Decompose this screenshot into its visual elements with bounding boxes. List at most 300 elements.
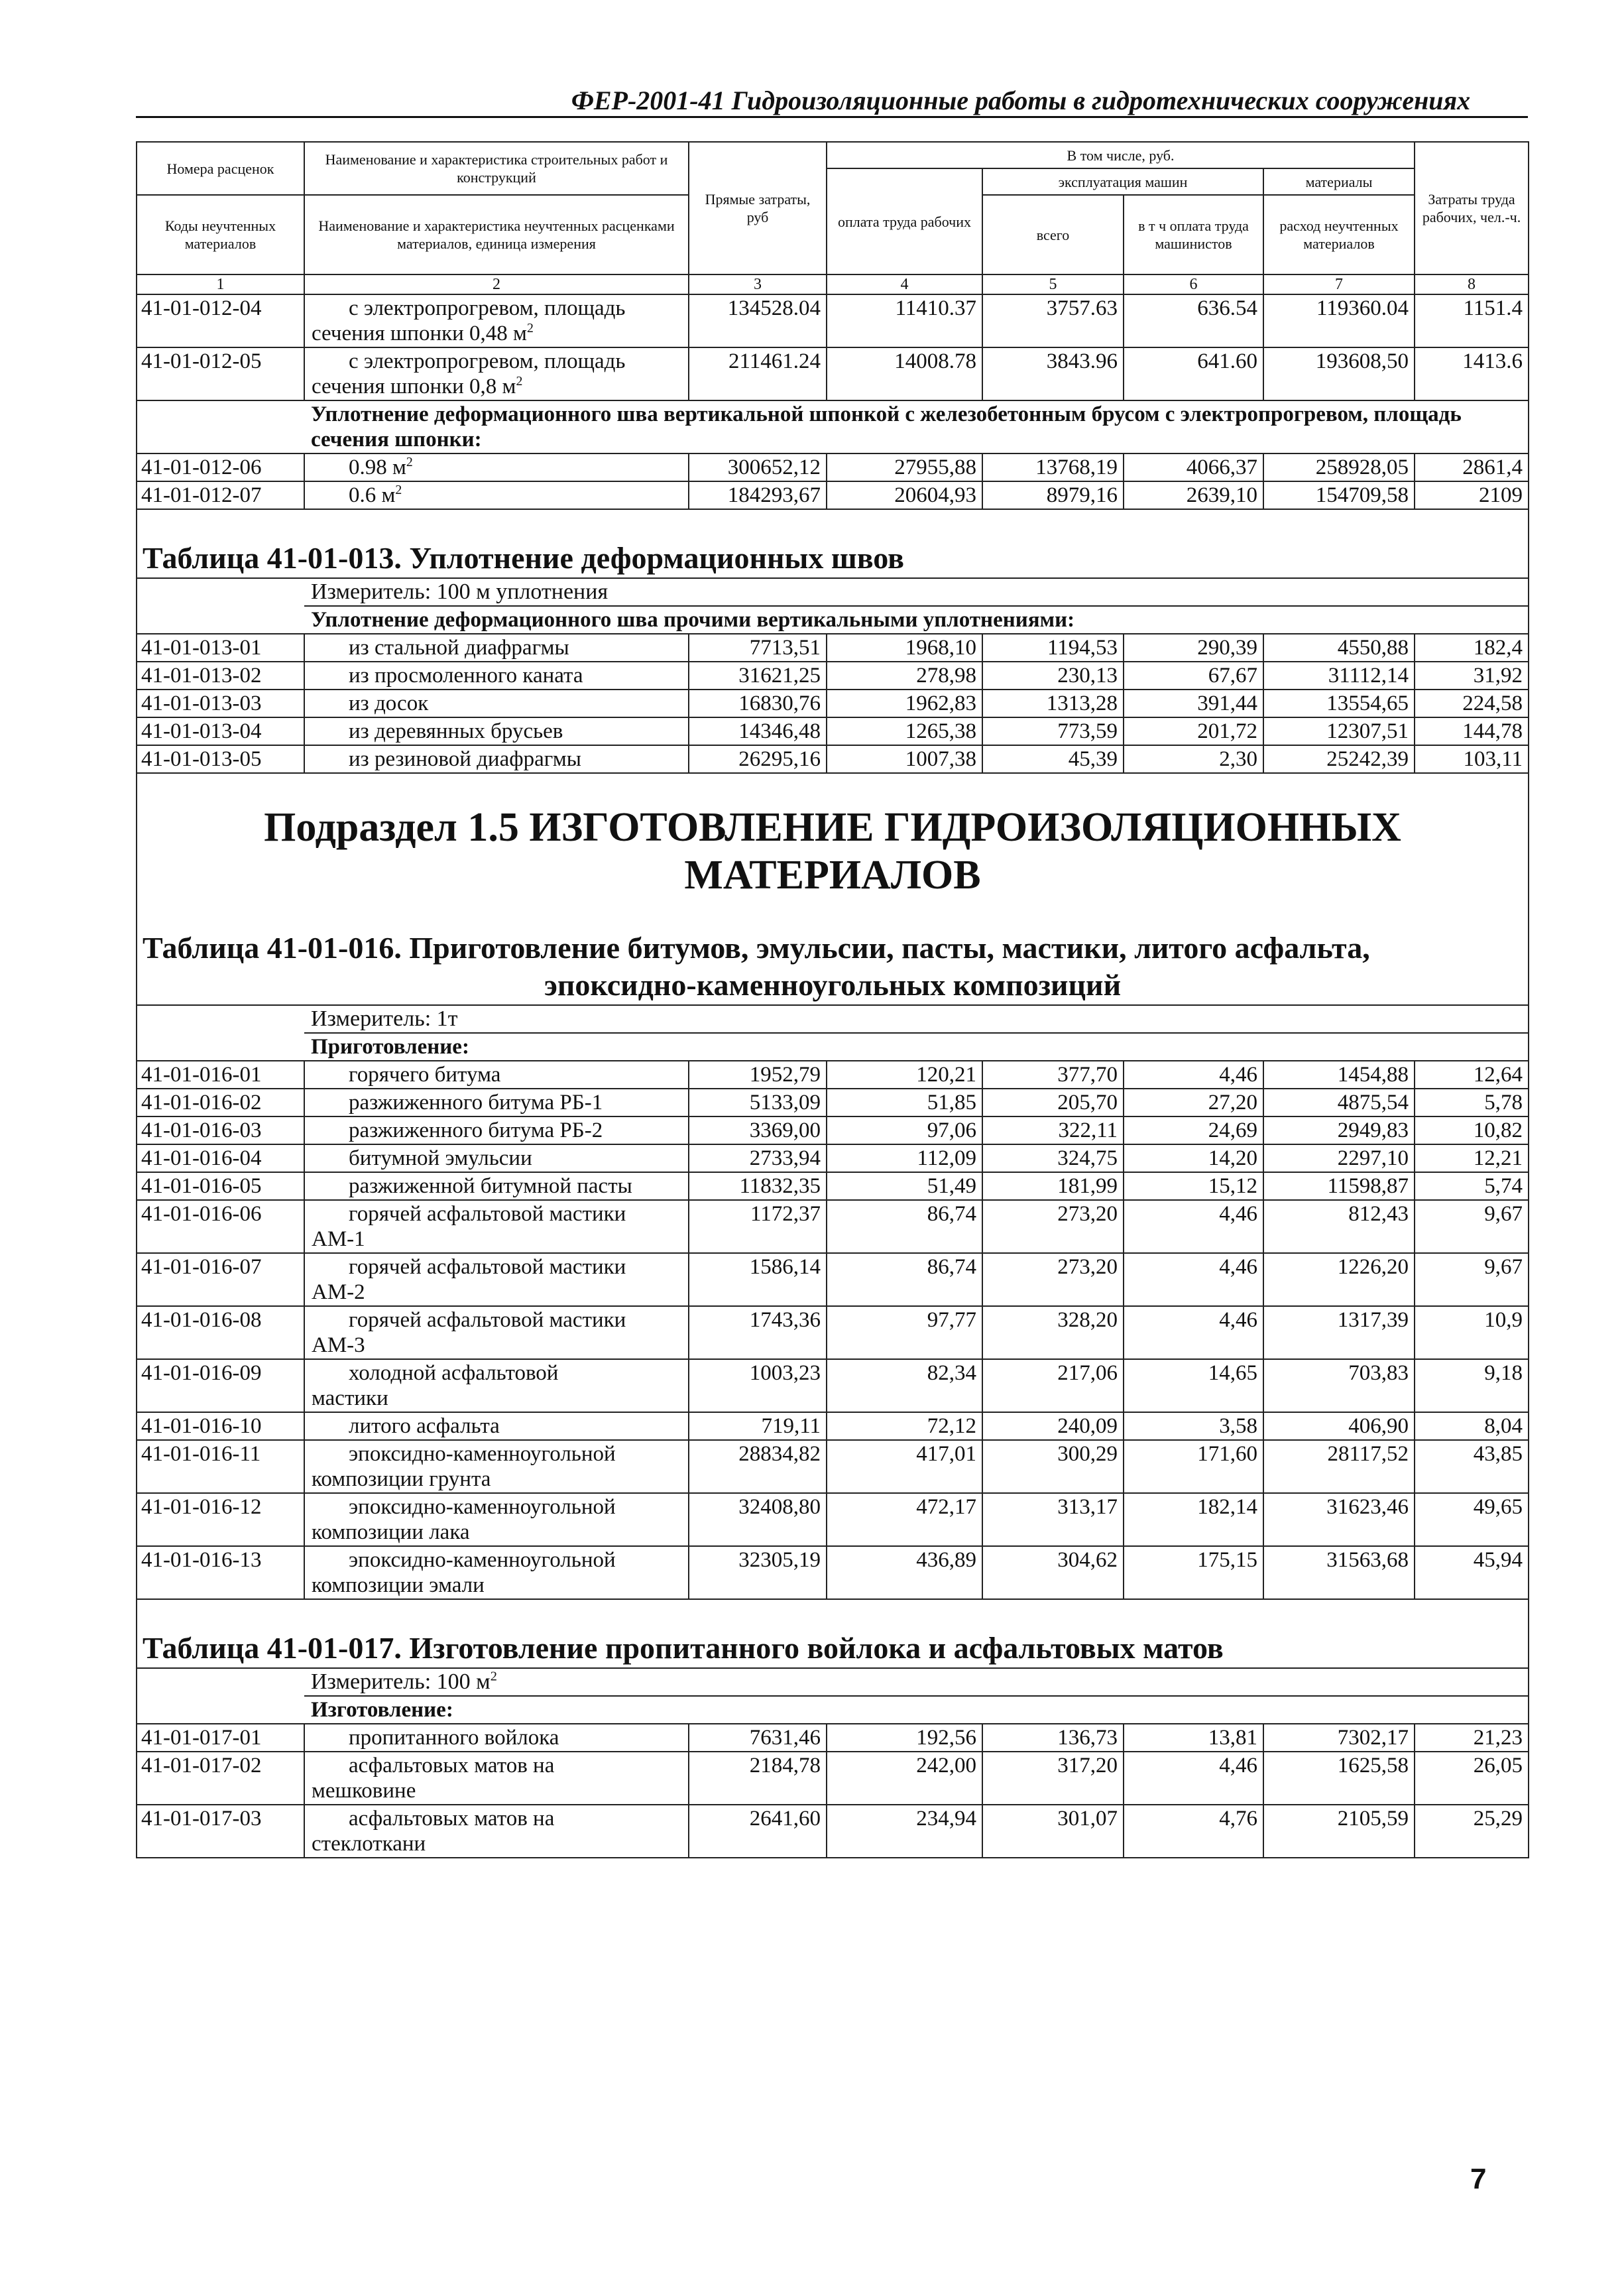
- measure-016-text: Измеритель: 1т: [311, 1006, 458, 1031]
- direct-cost-cell: 1586,14: [689, 1253, 827, 1306]
- header-rule: [136, 116, 1528, 118]
- rate-code-cell: 41-01-012-06: [137, 453, 304, 481]
- table-row: [137, 634, 1529, 662]
- machines-total-cell: 317,20: [982, 1752, 1124, 1805]
- col-materials-header: материалы: [1263, 168, 1415, 195]
- table-016-title-row: [137, 929, 1529, 1005]
- direct-cost-cell: 2733,94: [689, 1144, 827, 1172]
- col-material-code-header: Коды неучтенных материалов: [137, 195, 304, 274]
- work-name-line: битумной эмульсии: [349, 1146, 532, 1170]
- machines-total-cell: 8979,16: [982, 481, 1124, 509]
- table-row: [137, 1805, 1529, 1858]
- materials-cell: 31563,68: [1263, 1546, 1415, 1599]
- work-name-continuation: АМ-1: [312, 1227, 365, 1251]
- machinists-pay-cell: 391,44: [1124, 690, 1263, 717]
- col-labor-pay-header: оплата труда рабочих: [827, 168, 982, 274]
- subheading-016-row: [137, 1033, 1529, 1061]
- machines-total-cell: 136,73: [982, 1724, 1124, 1752]
- machines-total-cell: 181,99: [982, 1172, 1124, 1200]
- blank-cell: [137, 1005, 304, 1033]
- measure-016-row: [137, 1005, 1529, 1033]
- direct-cost-cell: 3369,00: [689, 1116, 827, 1144]
- unit-superscript: 2: [395, 483, 402, 497]
- direct-cost-cell: 1952,79: [689, 1061, 827, 1089]
- materials-cell: 193608,50: [1263, 347, 1415, 400]
- work-name-cell: [304, 634, 689, 662]
- work-name-line: из резиновой диафрагмы: [349, 747, 581, 771]
- subheading-017-row: [137, 1696, 1529, 1724]
- labor-pay-cell: 1962,83: [827, 690, 982, 717]
- labor-hours-cell: 5,78: [1415, 1089, 1529, 1116]
- materials-cell: 1226,20: [1263, 1253, 1415, 1306]
- rate-code-cell: 41-01-016-07: [137, 1253, 304, 1306]
- table-header: [137, 142, 1529, 294]
- work-name-continuation: сечения шпонки 0,48 м: [312, 322, 527, 345]
- machines-total-cell: 773,59: [982, 717, 1124, 745]
- work-name-line: асфальтовых матов на: [349, 1807, 555, 1831]
- blank-cell: [137, 606, 304, 634]
- work-name-line: разжиженной битумной пасты: [349, 1174, 632, 1198]
- direct-cost-cell: 32408,80: [689, 1493, 827, 1546]
- machinists-pay-cell: 2,30: [1124, 745, 1263, 773]
- table-row: [137, 1752, 1529, 1805]
- machinists-pay-cell: 67,67: [1124, 662, 1263, 690]
- col-in-total-header: В том числе, руб.: [827, 142, 1415, 168]
- measure-013-row: [137, 578, 1529, 606]
- work-name-line: из просмоленного каната: [349, 664, 583, 688]
- subheading-012-text: Уплотнение деформационного шва вертикальной шпонкой с железобетонным брусом с электропрогревом, площадь сечения шпонки:: [311, 402, 1462, 452]
- col-material-name-header: Наименование и характеристика неучтенных расценками материалов, единица измерения: [304, 195, 689, 274]
- subheading-017-text: Изготовление:: [311, 1698, 453, 1722]
- machines-total-cell: 300,29: [982, 1440, 1124, 1493]
- rate-code-cell: 41-01-016-10: [137, 1412, 304, 1440]
- labor-hours-cell: 182,4: [1415, 634, 1529, 662]
- labor-hours-cell: 1413.6: [1415, 347, 1529, 400]
- machines-total-cell: 1313,28: [982, 690, 1124, 717]
- work-name-line: холодной асфальтовой: [349, 1361, 559, 1385]
- machinists-pay-cell: 3,58: [1124, 1412, 1263, 1440]
- work-name-continuation: композиции эмали: [312, 1573, 485, 1597]
- work-name-cell: [304, 1412, 689, 1440]
- work-name-line: с электропрогревом, площадь: [349, 349, 626, 373]
- direct-cost-cell: 719,11: [689, 1412, 827, 1440]
- machines-total-cell: 322,11: [982, 1116, 1124, 1144]
- materials-cell: 2105,59: [1263, 1805, 1415, 1858]
- blank-cell: [137, 400, 304, 453]
- table-013-title-row: [137, 539, 1529, 578]
- col-materials-use-header: расход неучтенных материалов: [1263, 195, 1415, 274]
- rate-code-cell: 41-01-016-05: [137, 1172, 304, 1200]
- machinists-pay-cell: 15,12: [1124, 1172, 1263, 1200]
- direct-cost-cell: 211461.24: [689, 347, 827, 400]
- machinists-pay-cell: 182,14: [1124, 1493, 1263, 1546]
- column-number-row: [137, 274, 1529, 294]
- rate-code-cell: 41-01-017-03: [137, 1805, 304, 1858]
- subheading-012-row: [137, 400, 1529, 453]
- subheading-017: [304, 1696, 1529, 1724]
- labor-hours-cell: 5,74: [1415, 1172, 1529, 1200]
- rate-code-cell: 41-01-013-03: [137, 690, 304, 717]
- labor-pay-cell: 112,09: [827, 1144, 982, 1172]
- labor-pay-cell: 436,89: [827, 1546, 982, 1599]
- spacer-cell: [137, 773, 1529, 803]
- work-name-line: с электропрогревом, площадь: [349, 296, 626, 320]
- labor-hours-cell: 25,29: [1415, 1805, 1529, 1858]
- unit-superscript: 2: [406, 455, 413, 469]
- table-row: [137, 1116, 1529, 1144]
- materials-cell: 1454,88: [1263, 1061, 1415, 1089]
- machinists-pay-cell: 4,46: [1124, 1306, 1263, 1359]
- rate-code-cell: 41-01-017-02: [137, 1752, 304, 1805]
- rate-code-cell: 41-01-016-11: [137, 1440, 304, 1493]
- col-machinists-pay-header: в т ч оплата труда машинистов: [1124, 195, 1263, 274]
- work-name-cell: [304, 1089, 689, 1116]
- direct-cost-cell: 28834,82: [689, 1440, 827, 1493]
- direct-cost-cell: 1743,36: [689, 1306, 827, 1359]
- measure-013: [304, 578, 1529, 606]
- rate-code-cell: 41-01-013-02: [137, 662, 304, 690]
- rate-code-cell: 41-01-016-04: [137, 1144, 304, 1172]
- column-number: 8: [1415, 274, 1529, 294]
- labor-pay-cell: 278,98: [827, 662, 982, 690]
- labor-pay-cell: 242,00: [827, 1752, 982, 1805]
- work-name-line: разжиженного битума РБ-1: [349, 1091, 603, 1115]
- materials-cell: 31623,46: [1263, 1493, 1415, 1546]
- labor-hours-cell: 2861,4: [1415, 453, 1529, 481]
- table-row: [137, 453, 1529, 481]
- work-name-cell: [304, 1546, 689, 1599]
- rate-code-cell: 41-01-013-05: [137, 745, 304, 773]
- work-name-continuation: сечения шпонки 0,8 м: [312, 375, 516, 398]
- blank-cell: [137, 1696, 304, 1724]
- subheading-013-row: [137, 606, 1529, 634]
- direct-cost-cell: 31621,25: [689, 662, 827, 690]
- machines-total-cell: 240,09: [982, 1412, 1124, 1440]
- labor-hours-cell: 12,64: [1415, 1061, 1529, 1089]
- column-number: 7: [1263, 274, 1415, 294]
- col-direct-cost-header: Прямые затраты, руб: [689, 142, 827, 274]
- work-name-cell: [304, 1493, 689, 1546]
- table-row: [137, 294, 1529, 347]
- table-013-title: Таблица 41-01-013. Уплотнение деформационных швов: [137, 539, 1529, 578]
- materials-cell: 154709,58: [1263, 481, 1415, 509]
- work-name-cell: [304, 1253, 689, 1306]
- labor-hours-cell: 9,18: [1415, 1359, 1529, 1412]
- direct-cost-cell: 2641,60: [689, 1805, 827, 1858]
- machinists-pay-cell: 641.60: [1124, 347, 1263, 400]
- rate-code-cell: 41-01-016-01: [137, 1061, 304, 1089]
- labor-hours-cell: 9,67: [1415, 1200, 1529, 1253]
- work-name-continuation: АМ-2: [312, 1280, 365, 1304]
- work-name-continuation: композиции грунта: [312, 1467, 491, 1491]
- labor-hours-cell: 10,82: [1415, 1116, 1529, 1144]
- table-row: [137, 481, 1529, 509]
- rate-code-cell: 41-01-016-08: [137, 1306, 304, 1359]
- work-name-cell: [304, 453, 689, 481]
- labor-hours-cell: 1151.4: [1415, 294, 1529, 347]
- running-header-title: ФЕР-2001-41 Гидроизоляционные работы в гидротехнических сооружениях: [571, 86, 1471, 115]
- labor-hours-cell: 26,05: [1415, 1752, 1529, 1805]
- rate-code-cell: 41-01-016-06: [137, 1200, 304, 1253]
- materials-cell: 13554,65: [1263, 690, 1415, 717]
- labor-pay-cell: 51,49: [827, 1172, 982, 1200]
- table-row: [137, 1412, 1529, 1440]
- labor-pay-cell: 472,17: [827, 1493, 982, 1546]
- spacer-cell: [137, 509, 1529, 539]
- labor-hours-cell: 224,58: [1415, 690, 1529, 717]
- labor-pay-cell: 51,85: [827, 1089, 982, 1116]
- materials-cell: 812,43: [1263, 1200, 1415, 1253]
- machines-total-cell: 328,20: [982, 1306, 1124, 1359]
- machinists-pay-cell: 175,15: [1124, 1546, 1263, 1599]
- measure-016: [304, 1005, 1529, 1033]
- work-name-continuation: стеклоткани: [312, 1832, 426, 1856]
- col-machines-header: эксплуатация машин: [982, 168, 1263, 195]
- spacer-cell: [137, 900, 1529, 929]
- work-name-line: эпоксидно-каменноугольной: [349, 1442, 616, 1466]
- measure-017-text: Измеритель: 100 м: [311, 1669, 491, 1694]
- work-name-line: эпоксидно-каменноугольной: [349, 1495, 616, 1519]
- table-row: [137, 1546, 1529, 1599]
- direct-cost-cell: 2184,78: [689, 1752, 827, 1805]
- machines-total-cell: 313,17: [982, 1493, 1124, 1546]
- spacer-cell: [137, 1599, 1529, 1629]
- subheading-013: [304, 606, 1529, 634]
- work-name-line: из деревянных брусьев: [349, 719, 563, 743]
- table-row: [137, 1440, 1529, 1493]
- materials-cell: 12307,51: [1263, 717, 1415, 745]
- work-name-cell: [304, 1200, 689, 1253]
- materials-cell: 25242,39: [1263, 745, 1415, 773]
- materials-cell: 2949,83: [1263, 1116, 1415, 1144]
- machines-total-cell: 3843.96: [982, 347, 1124, 400]
- machines-total-cell: 1194,53: [982, 634, 1124, 662]
- rate-code-cell: 41-01-016-13: [137, 1546, 304, 1599]
- column-number: 3: [689, 274, 827, 294]
- machinists-pay-cell: 636.54: [1124, 294, 1263, 347]
- table-row: [137, 662, 1529, 690]
- labor-hours-cell: 2109: [1415, 481, 1529, 509]
- spacer-row: [137, 509, 1529, 539]
- direct-cost-cell: 14346,48: [689, 717, 827, 745]
- work-name-cell: [304, 1306, 689, 1359]
- table-row: [137, 347, 1529, 400]
- column-number: 1: [137, 274, 304, 294]
- machines-total-cell: 205,70: [982, 1089, 1124, 1116]
- measure-017-row: [137, 1668, 1529, 1696]
- machinists-pay-cell: 4,46: [1124, 1752, 1263, 1805]
- work-name-cell: [304, 1061, 689, 1089]
- rate-code-cell: 41-01-012-05: [137, 347, 304, 400]
- table-row: [137, 745, 1529, 773]
- machinists-pay-cell: 201,72: [1124, 717, 1263, 745]
- labor-pay-cell: 1265,38: [827, 717, 982, 745]
- materials-cell: 2297,10: [1263, 1144, 1415, 1172]
- machinists-pay-cell: 14,65: [1124, 1359, 1263, 1412]
- machinists-pay-cell: 27,20: [1124, 1089, 1263, 1116]
- rate-code-cell: 41-01-017-01: [137, 1724, 304, 1752]
- table-row: [137, 717, 1529, 745]
- blank-cell: [137, 1668, 304, 1696]
- labor-hours-cell: 45,94: [1415, 1546, 1529, 1599]
- work-name-cell: [304, 1752, 689, 1805]
- machines-total-cell: 13768,19: [982, 453, 1124, 481]
- column-number: 6: [1124, 274, 1263, 294]
- materials-cell: 28117,52: [1263, 1440, 1415, 1493]
- direct-cost-cell: 7713,51: [689, 634, 827, 662]
- machines-total-cell: 301,07: [982, 1805, 1124, 1858]
- rate-code-cell: 41-01-012-07: [137, 481, 304, 509]
- labor-pay-cell: 82,34: [827, 1359, 982, 1412]
- rates-table: [136, 141, 1529, 1858]
- labor-pay-cell: 86,74: [827, 1200, 982, 1253]
- work-name-line: литого асфальта: [349, 1414, 500, 1438]
- work-name-line: пропитанного войлока: [349, 1726, 559, 1750]
- spacer-row: [137, 773, 1529, 803]
- work-name-cell: [304, 481, 689, 509]
- labor-pay-cell: 14008.78: [827, 347, 982, 400]
- work-name-line: горячей асфальтовой мастики: [349, 1255, 626, 1279]
- subheading-016: [304, 1033, 1529, 1061]
- work-name-line: эпоксидно-каменноугольной: [349, 1548, 616, 1572]
- labor-hours-cell: 144,78: [1415, 717, 1529, 745]
- machinists-pay-cell: 290,39: [1124, 634, 1263, 662]
- materials-cell: 1625,58: [1263, 1752, 1415, 1805]
- labor-pay-cell: 192,56: [827, 1724, 982, 1752]
- materials-cell: 4875,54: [1263, 1089, 1415, 1116]
- machinists-pay-cell: 4,46: [1124, 1200, 1263, 1253]
- machinists-pay-cell: 24,69: [1124, 1116, 1263, 1144]
- labor-pay-cell: 72,12: [827, 1412, 982, 1440]
- table-row: [137, 1172, 1529, 1200]
- machines-total-cell: 273,20: [982, 1200, 1124, 1253]
- page-number: 7: [1470, 2163, 1487, 2195]
- direct-cost-cell: 26295,16: [689, 745, 827, 773]
- direct-cost-cell: 7631,46: [689, 1724, 827, 1752]
- work-name-line: горячей асфальтовой мастики: [349, 1308, 626, 1332]
- spacer-row: [137, 1599, 1529, 1629]
- col-machines-total-header: всего: [982, 195, 1124, 274]
- measure-013-text: Измеритель: 100 м уплотнения: [311, 579, 609, 604]
- direct-cost-cell: 5133,09: [689, 1089, 827, 1116]
- machines-total-cell: 3757.63: [982, 294, 1124, 347]
- machinists-pay-cell: 4066,37: [1124, 453, 1263, 481]
- labor-pay-cell: 97,77: [827, 1306, 982, 1359]
- labor-hours-cell: 103,11: [1415, 745, 1529, 773]
- table-017-title-row: [137, 1629, 1529, 1668]
- rate-code-cell: 41-01-016-02: [137, 1089, 304, 1116]
- machinists-pay-cell: 171,60: [1124, 1440, 1263, 1493]
- materials-cell: 4550,88: [1263, 634, 1415, 662]
- work-name-cell: [304, 1359, 689, 1412]
- materials-cell: 258928,05: [1263, 453, 1415, 481]
- rate-code-cell: 41-01-012-04: [137, 294, 304, 347]
- materials-cell: 7302,17: [1263, 1724, 1415, 1752]
- blank-cell: [137, 1033, 304, 1061]
- spacer-row: [137, 900, 1529, 929]
- unit-superscript: 2: [516, 374, 523, 389]
- direct-cost-cell: 11832,35: [689, 1172, 827, 1200]
- labor-hours-cell: 43,85: [1415, 1440, 1529, 1493]
- machines-total-cell: 230,13: [982, 662, 1124, 690]
- col-work-name-header: Наименование и характеристика строительных работ и конструкций: [304, 142, 689, 195]
- rate-code-cell: 41-01-016-09: [137, 1359, 304, 1412]
- work-name-line: 0.98 м: [349, 455, 406, 479]
- machines-total-cell: 377,70: [982, 1061, 1124, 1089]
- machines-total-cell: 217,06: [982, 1359, 1124, 1412]
- labor-pay-cell: 11410.37: [827, 294, 982, 347]
- labor-hours-cell: 12,21: [1415, 1144, 1529, 1172]
- machinists-pay-cell: 13,81: [1124, 1724, 1263, 1752]
- table-row: [137, 1200, 1529, 1253]
- table-row: [137, 1306, 1529, 1359]
- work-name-cell: [304, 294, 689, 347]
- machinists-pay-cell: 4,76: [1124, 1805, 1263, 1858]
- work-name-cell: [304, 1172, 689, 1200]
- rate-code-cell: 41-01-013-04: [137, 717, 304, 745]
- labor-hours-cell: 49,65: [1415, 1493, 1529, 1546]
- work-name-cell: [304, 347, 689, 400]
- work-name-line: горячего битума: [349, 1063, 501, 1087]
- labor-pay-cell: 27955,88: [827, 453, 982, 481]
- blank-cell: [137, 578, 304, 606]
- work-name-line: асфальтовых матов на: [349, 1754, 555, 1778]
- subheading-012: [304, 400, 1529, 453]
- work-name-line: 0.6 м: [349, 483, 396, 507]
- subheading-016-text: Приготовление:: [311, 1035, 469, 1059]
- labor-hours-cell: 10,9: [1415, 1306, 1529, 1359]
- machines-total-cell: 273,20: [982, 1253, 1124, 1306]
- machinists-pay-cell: 2639,10: [1124, 481, 1263, 509]
- labor-hours-cell: 21,23: [1415, 1724, 1529, 1752]
- direct-cost-cell: 184293,67: [689, 481, 827, 509]
- machines-total-cell: 324,75: [982, 1144, 1124, 1172]
- machinists-pay-cell: 14,20: [1124, 1144, 1263, 1172]
- col-rate-number-header: Номера расценок: [137, 142, 304, 195]
- work-name-line: из стальной диафрагмы: [349, 636, 569, 660]
- machinists-pay-cell: 4,46: [1124, 1253, 1263, 1306]
- labor-pay-cell: 417,01: [827, 1440, 982, 1493]
- machinists-pay-cell: 4,46: [1124, 1061, 1263, 1089]
- work-name-line: горячей асфальтовой мастики: [349, 1202, 626, 1226]
- labor-pay-cell: 1968,10: [827, 634, 982, 662]
- section-title: Подраздел 1.5 ИЗГОТОВЛЕНИЕ ГИДРОИЗОЛЯЦИОННЫХ МАТЕРИАЛОВ: [137, 803, 1529, 900]
- materials-cell: 31112,14: [1263, 662, 1415, 690]
- rate-code-cell: 41-01-016-12: [137, 1493, 304, 1546]
- work-name-cell: [304, 662, 689, 690]
- table-row: [137, 1144, 1529, 1172]
- table-row: [137, 1253, 1529, 1306]
- section-title-row: [137, 803, 1529, 900]
- direct-cost-cell: 300652,12: [689, 453, 827, 481]
- labor-pay-cell: 1007,38: [827, 745, 982, 773]
- labor-hours-cell: 9,67: [1415, 1253, 1529, 1306]
- labor-pay-cell: 20604,93: [827, 481, 982, 509]
- col-labor-cost-header: Затраты труда рабочих, чел.-ч.: [1415, 142, 1529, 274]
- table-row: [137, 1089, 1529, 1116]
- direct-cost-cell: 32305,19: [689, 1546, 827, 1599]
- materials-cell: 406,90: [1263, 1412, 1415, 1440]
- work-name-cell: [304, 717, 689, 745]
- table-row: [137, 1724, 1529, 1752]
- labor-pay-cell: 97,06: [827, 1116, 982, 1144]
- work-name-cell: [304, 1116, 689, 1144]
- labor-hours-cell: 8,04: [1415, 1412, 1529, 1440]
- work-name-line: разжиженного битума РБ-2: [349, 1118, 603, 1142]
- column-number: 5: [982, 274, 1124, 294]
- table-row: [137, 1061, 1529, 1089]
- work-name-continuation: АМ-3: [312, 1333, 365, 1357]
